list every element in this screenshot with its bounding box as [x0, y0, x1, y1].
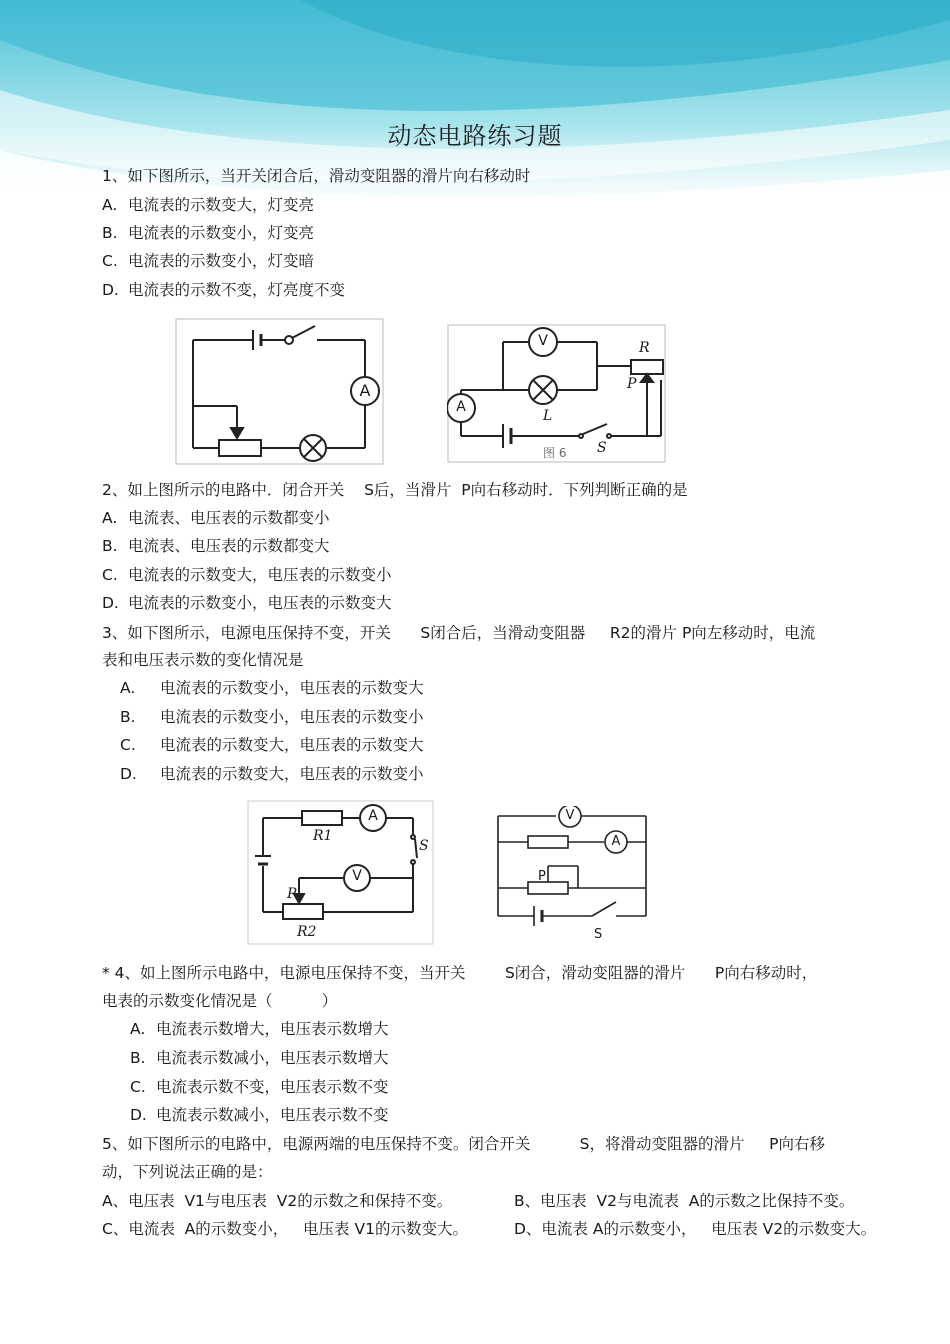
q3-option-c: C. 电流表的示数变大，电压表的示数变大	[120, 736, 424, 754]
voltmeter-label: V	[565, 808, 575, 823]
circuit-figure-1	[175, 318, 385, 466]
q5-option-a: A、电压表 V1与电压表 V2的示数之和保持不变。	[102, 1192, 453, 1210]
q1-stem: 1、如下图所示，当开关闭合后，滑动变阻器的滑片向右移动时	[102, 167, 531, 185]
q4-stem-cont: 电表的示数变化情况是（ ）	[102, 992, 338, 1010]
circuit-figure-3	[247, 800, 435, 946]
q2-option-c: C. 电流表的示数变大，电压表的示数变小	[102, 566, 392, 584]
r2-label: R2	[297, 924, 317, 940]
circuit-figure-4	[492, 806, 654, 946]
q5-option-b: B、电压表 V2与电流表 A的示数之比保持不变。	[514, 1192, 855, 1210]
q3-option-a: A. 电流表的示数变小，电压表的示数变大	[120, 679, 424, 697]
q1-option-b: B. 电流表的示数变小，灯变亮	[102, 224, 315, 242]
slider-label: P	[627, 376, 637, 392]
q2-option-d: D. 电流表的示数变小，电压表的示数变大	[102, 594, 392, 612]
circuit-figure-2	[447, 324, 667, 464]
q5-option-c: C、电流表 A的示数变小， 电压表 V1的示数变大。	[102, 1220, 468, 1238]
ammeter-label: A	[456, 399, 466, 415]
voltmeter-label: V	[352, 868, 362, 884]
q3-option-b: B. 电流表的示数变小，电压表的示数变小	[120, 708, 424, 726]
switch-label: S	[594, 927, 603, 942]
switch-label: S	[419, 838, 429, 854]
q3-stem-cont: 表和电压表示数的变化情况是	[102, 651, 304, 669]
q4-stem: * 4、如上图所示电路中，电源电压保持不变，当开关 S闭合，滑动变阻器的滑片 P向右移动时，	[102, 964, 818, 982]
q4-option-d: D. 电流表示数减小，电压表示数不变	[130, 1106, 389, 1124]
q4-option-c: C. 电流表示数不变，电压表示数不变	[130, 1078, 389, 1096]
q2-option-a: A. 电流表、电压表的示数都变小	[102, 509, 330, 527]
q1-option-c: C. 电流表的示数变小，灯变暗	[102, 252, 315, 270]
q1-option-d: D. 电流表的示数不变，灯亮度不变	[102, 281, 346, 299]
lamp-label: L	[543, 408, 553, 424]
q4-option-a: A. 电流表示数增大，电压表示数增大	[130, 1020, 389, 1038]
q1-option-a: A. 电流表的示数变大，灯变亮	[102, 196, 315, 214]
q5-option-d: D、电流表 A的示数变小， 电压表 V2的示数变大。	[514, 1220, 877, 1238]
q4-option-b: B. 电流表示数减小，电压表示数增大	[130, 1049, 389, 1067]
q3-option-d: D. 电流表的示数变大，电压表的示数变小	[120, 765, 424, 783]
ammeter-label: A	[359, 381, 371, 400]
voltmeter-label: V	[538, 333, 548, 349]
q5-stem-cont: 动，下列说法正确的是：	[102, 1163, 273, 1181]
q5-stem: 5、如下图所示的电路中，电源两端的电压保持不变。闭合开关 S，将滑动变阻器的滑片 P向右移	[102, 1135, 825, 1153]
q2-stem: 2、如上图所示的电路中．闭合开关 S后，当滑片 P向右移动时．下列判断正确的是	[102, 481, 688, 499]
q3-stem: 3、如下图所示，电源电压保持不变，开关 S闭合后，当滑动变阻器 R2的滑片 P向左移动时，电流	[102, 624, 816, 642]
switch-label: S	[597, 440, 607, 456]
ammeter-label: A	[611, 834, 621, 849]
r1-label: R1	[313, 828, 333, 844]
slider-label: P	[538, 869, 546, 884]
figure-caption: 图 6	[543, 446, 567, 460]
page-title: 动态电路练习题	[387, 122, 563, 150]
q2-option-b: B. 电流表、电压表的示数都变大	[102, 537, 330, 555]
ammeter-label: A	[368, 808, 378, 824]
slider-label: P	[287, 886, 297, 902]
rheostat-label: R	[639, 340, 650, 356]
